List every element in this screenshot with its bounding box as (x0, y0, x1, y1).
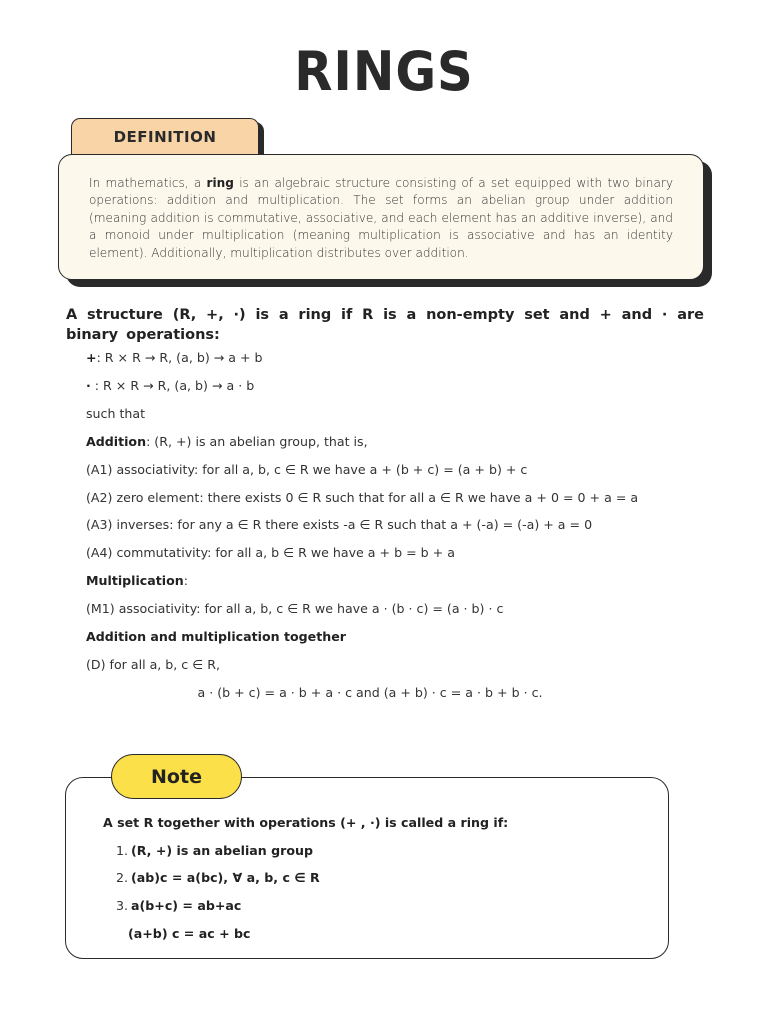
together-heading (86, 629, 346, 644)
addition-description: : (R, +) is an abelian group, that is, (146, 434, 368, 449)
definition-text-rest: is an algebraic structure consisting of a set equipped with two binary operations: addition and multiplication. The set forms an abelian group under addition (meaning addition is commutative, associative, and each element has an additive inverse), and a monoid under multiplication (meaning multiplication is associative and has an identity element). Additionally, multiplication distributes over addition. (89, 176, 673, 260)
page-title: RINGS (294, 40, 474, 103)
note-item-text: (ab)c = a(bc), ∀ a, b, c ∈ R (131, 870, 320, 885)
plus-symbol: + (86, 350, 97, 365)
multiplication-label: Multiplication (86, 573, 184, 588)
note-tab: Note (111, 754, 242, 799)
note-item-text: a(b+c) = ab+ac (131, 898, 242, 913)
dot-symbol: · (86, 378, 91, 393)
note-item-text: (R, +) is an abelian group (131, 843, 313, 858)
such-that-text: such that (86, 406, 146, 421)
definition-tab: DEFINITION (71, 118, 259, 156)
addition-heading (86, 434, 368, 449)
axiom-a1: (A1) associativity: for all a, b, c ∈ R we have a + (b + c) = (a + b) + c (86, 462, 528, 477)
definition-text-start: In mathematics, a (89, 176, 207, 190)
note-item-number: 1. (116, 843, 129, 858)
dot-operation (86, 378, 254, 393)
note-item-number: 3. (116, 898, 129, 913)
multiplication-colon: : (183, 573, 188, 588)
dot-definition: : R × R → R, (a, b) → a · b (90, 378, 255, 393)
definition-text (89, 175, 673, 262)
together-label: Addition and multiplication together (86, 629, 346, 644)
axiom-d: (D) for all a, b, c ∈ R, (86, 657, 220, 672)
definition-term: ring (206, 176, 234, 190)
note-intro: A set R together with operations (+ , ·) is called a ring if: (103, 815, 509, 830)
multiplication-heading (86, 573, 188, 588)
plus-definition: : R × R → R, (a, b) → a + b (96, 350, 263, 365)
axiom-m1: (M1) associativity: for all a, b, c ∈ R we have a · (b · c) = (a · b) · c (86, 601, 504, 616)
note-extra-line: (a+b) c = ac + bc (128, 926, 251, 941)
distributive-formula: a · (b + c) = a · b + a · c and (a + b) · c = a · b + b · c. (197, 685, 543, 700)
axiom-a3: (A3) inverses: for any a ∈ R there exists -a ∈ R such that a + (-a) = (-a) + a = 0 (86, 517, 593, 532)
addition-label: Addition (86, 434, 147, 449)
plus-operation (86, 350, 263, 365)
structure-heading: A structure (R, +, ·) is a ring if R is a non-empty set and + and · are binary operations: (66, 307, 704, 343)
definition-card (58, 154, 704, 280)
axiom-a4: (A4) commutativity: for all a, b ∈ R we have a + b = b + a (86, 545, 455, 560)
axiom-a2: (A2) zero element: there exists 0 ∈ R such that for all a ∈ R we have a + 0 = 0 + a = a (86, 490, 639, 505)
note-item-number: 2. (116, 870, 129, 885)
